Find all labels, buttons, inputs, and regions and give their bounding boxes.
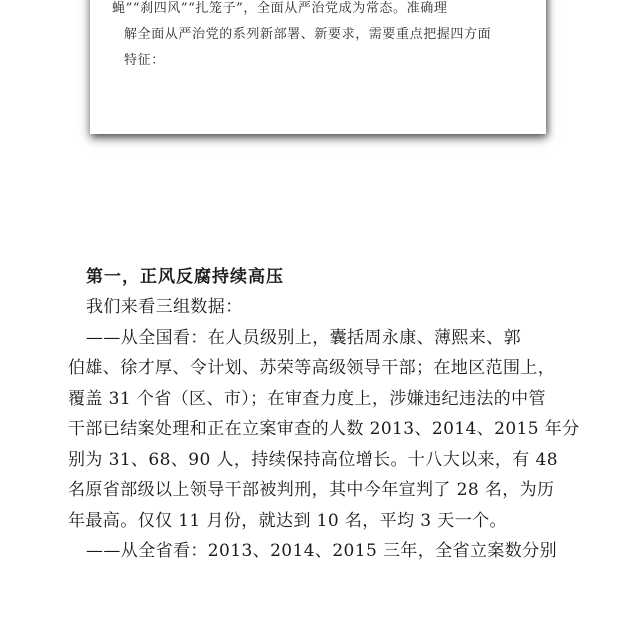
quote-line-3: 特征： (124, 53, 165, 68)
quote-line-2: 解全面从严治党的系列新部署、新要求，需要重点把握四方面 (124, 27, 492, 42)
para-line-7: 名原省部级以上领导干部被判刑，其中今年宣判了 28 名，为历 (68, 480, 555, 500)
para-line-5: 干部已结案处理和正在立案审查的人数 2013、2014、2015 年分 (68, 419, 580, 439)
para-line-2: ——从全国看：在人员级别上，囊括周永康、薄熙来、郭 (86, 327, 521, 348)
para-line-4: 覆盖 31 个省（区、市）；在审查力度上，涉嫌违纪违法的中管 (68, 388, 546, 409)
para-line-6: 别为 31、68、90 人，持续保持高位增长。十八大以来，有 48 (68, 449, 558, 470)
para-line-9: ——从全省看：2013、2014、2015 三年，全省立案数分别 (86, 541, 557, 561)
para-line-3: 伯雄、徐才厚、令计划、苏荣等高级领导干部；在地区范围上， (68, 358, 556, 378)
para-line-8: 年最高。仅仅 11 月份，就达到 10 名，平均 3 天一个。 (68, 510, 507, 531)
para-line-1: 我们来看三组数据： (86, 297, 243, 317)
section-heading: 第一，正风反腐持续高压 (86, 267, 284, 287)
quote-card (90, 0, 546, 134)
quote-line-1: 蝇”“刹四风”“扎笼子”，全面从严治党成为常态。准确理 (112, 1, 448, 16)
main-text (68, 262, 608, 567)
